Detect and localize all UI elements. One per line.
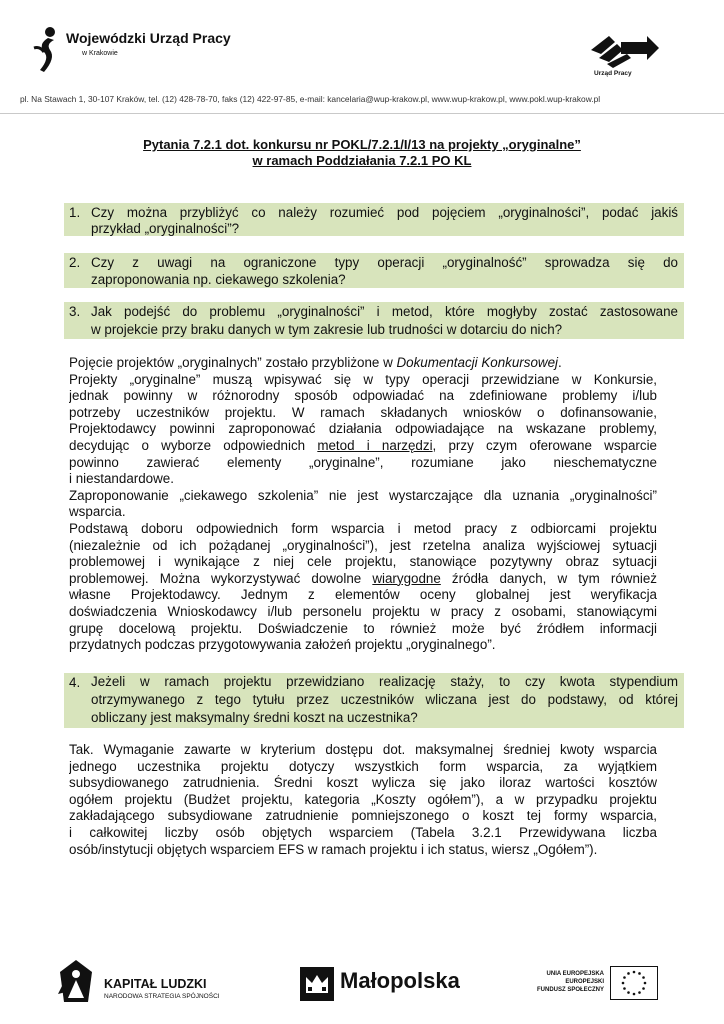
urzad-pracy-label: Urząd Pracy — [594, 70, 632, 77]
eu-star-icon — [622, 982, 625, 985]
answer-line: Projektodawcy powinni zaproponować działania odpowiadające na wskazane problemy, — [69, 421, 657, 437]
answer-line: przydatnych podczas przygotowywania założeń projektu „oryginalnego”. — [69, 637, 496, 653]
eu-flag-icon — [610, 966, 658, 1000]
answer-text: , przy czym oferowane wsparcie — [432, 437, 657, 453]
answer-line: doświadczenia Wnioskodawcy i/lub personelu projektu w pracy z osobami, stanowiącymi — [69, 603, 657, 619]
answer-line: wsparcia. — [69, 504, 126, 520]
answer-line: subsydiowanego zatrudnienia. Średni koszt wylicza się jako iloraz wartości kosztów — [69, 775, 657, 791]
answer-2 — [69, 742, 657, 858]
wup-logo-icon — [30, 26, 64, 74]
answer-line: grupę docelową projektu. Doświadczenie to również może być źródłem informacji — [69, 620, 657, 636]
question-4 — [64, 673, 684, 728]
answer-line: ogółem projektu (Budżet projektu, kategoria „Koszty ogółem”), a w przypadku projektu — [69, 791, 657, 807]
answer-line — [69, 571, 657, 588]
answer-text: problemowej. Można wykorzystywać dowolne — [69, 570, 373, 586]
kapital-ludzki-title: KAPITAŁ LUDZKI — [104, 977, 207, 991]
eu-star-icon — [633, 993, 636, 996]
eu-star-icon — [642, 987, 645, 990]
eu-star-icon — [644, 982, 647, 985]
question-text-line: otrzymywanego z tego tytułu przez uczestników wliczana jest do podstawy, od której — [91, 692, 678, 707]
answer-line: powinno zawierać elementy „oryginalne”, rozumiane jako nieschematyczne — [69, 454, 657, 470]
question-text-line: Jak podejść do problemu „oryginalności” i metod, które mogłyby zostać zastosowane — [91, 304, 678, 319]
eu-star-icon — [638, 972, 641, 975]
eu-line-2: EUROPEJSKI — [565, 979, 604, 985]
answer-line: osób/instytucji objętych wsparciem EFS w ramach projektu i ich status, wiersz „Ogółem”). — [69, 841, 598, 857]
address-line: pl. Na Stawach 1, 30-107 Kraków, tel. (12) 428-78-70, faks (12) 422-97-85, e-mail: kancelaria@wup-krakow.pl, www.wup-krakow.pl, www.pokl.wup-krakow.pl — [20, 94, 601, 104]
urzad-pracy-logo-icon — [587, 32, 661, 68]
answer-line: (niezależnie od ich pożądanej „oryginalności”), jest rzetelna analiza wyjściowej sytuacji — [69, 537, 657, 553]
title-line-1: Pytania 7.2.1 dot. konkursu nr POKL/7.2.1/I/13 na projekty „oryginalne” — [143, 137, 581, 152]
answer-line: własne Projektodawcy. Jednym z elementów oceny globalnej jest weryfikacja — [69, 587, 657, 603]
eu-star-icon — [627, 991, 630, 994]
document-title — [60, 137, 664, 169]
eu-star-icon — [623, 976, 626, 979]
answer-line: jednak powinny w różnorodny sposób odpowiadać na zdefiniowane problemy i/lub — [69, 388, 657, 404]
eu-line-1: UNIA EUROPEJSKA — [546, 971, 604, 977]
malopolska-name: Małopolska — [340, 968, 460, 993]
question-text-line: Jeżeli w ramach projektu przewidziano realizację staży, to czy kwota stypendium — [91, 674, 678, 689]
question-number: 2. — [69, 255, 81, 270]
kapital-ludzki-subtitle: NARODOWA STRATEGIA SPÓJNOŚCI — [104, 993, 220, 1000]
kapital-ludzki-logo-icon — [56, 958, 96, 1004]
answer-line: zakładającego subsydiowane zatrudnienie pomniejszonego o koszt tej formy wsparcia, — [69, 808, 657, 824]
answer-text: decydując o wyborze odpowiednich — [69, 437, 318, 453]
answer-line — [69, 355, 657, 372]
question-1 — [64, 203, 684, 236]
eu-star-icon — [638, 991, 641, 994]
answer-line: Projekty „oryginalne” muszą wpisywać się w typy operacji przewidziane w Konkursie, — [69, 371, 657, 387]
answer-line: Podstawą doboru odpowiednich form wsparcia i metod pracy z odbiorcami projektu — [69, 520, 657, 536]
answer-line: potrzeby uczestników projektu. W ramach składanych wniosków o dofinansowanie, — [69, 404, 657, 420]
answer-line: i całkowitej liczby osób objętych wsparciem (Tabela 3.2.1 Przewidywana liczba — [69, 824, 657, 840]
eu-star-icon — [642, 976, 645, 979]
eu-line-3: FUNDUSZ SPOŁECZNY — [536, 987, 604, 993]
question-number: 4. — [69, 675, 81, 690]
answer-line: Zaproponowanie „ciekawego szkolenia” nie jest wystarczające dla uznania „oryginalności” — [69, 487, 657, 503]
question-text-line: w projekcie przy braku danych w tym zakresie lub trudności w dotarciu do nich? — [91, 322, 563, 337]
question-2 — [64, 253, 684, 288]
eu-star-icon — [627, 972, 630, 975]
eu-star-icon — [633, 971, 636, 974]
answer-1 — [69, 355, 657, 654]
underlined-text: wiarygodne — [372, 570, 441, 586]
answer-line: problemowej i wynikające z niej cele projektu, stanowiące pozytywny obraz sytuacji — [69, 554, 657, 570]
header-divider — [0, 113, 724, 114]
question-text-line: obliczany jest maksymalny średni koszt na uczestnika? — [91, 710, 418, 725]
eu-text — [520, 970, 604, 994]
title-line-2: w ramach Poddziałania 7.2.1 PO KL — [252, 153, 472, 168]
malopolska-logo-icon — [300, 967, 334, 1001]
question-text-line: Czy z uwagi na ograniczone typy operacji „oryginalność” sprowadza się do — [91, 255, 678, 270]
question-text-line: Czy można przybliżyć co należy rozumieć pod pojęciem „oryginalności”, podać jakiś — [91, 205, 678, 220]
answer-text: . — [558, 355, 562, 370]
answer-line — [69, 438, 657, 455]
answer-line: i niestandardowe. — [69, 471, 174, 487]
answer-line: jednego uczestnika projektu dotyczy wszystkich form wsparcia, za wyjątkiem — [69, 758, 657, 774]
organization-name: Wojewódzki Urząd Pracy — [66, 30, 231, 46]
answer-text: Pojęcie projektów „oryginalnych” zostało przybliżone w — [69, 355, 397, 370]
question-number: 1. — [69, 205, 81, 220]
question-3 — [64, 302, 684, 339]
organization-city: w Krakowie — [82, 50, 118, 57]
question-number: 3. — [69, 304, 81, 319]
answer-line: Tak. Wymaganie zawarte w kryterium dostępu dot. maksymalnej średniej kwoty wsparcia — [69, 742, 657, 757]
document-reference: Dokumentacji Konkursowej — [396, 355, 558, 370]
answer-text: źródła danych, w tym również — [440, 570, 657, 586]
eu-star-icon — [623, 987, 626, 990]
underlined-text: metod i narzędzi — [317, 437, 433, 453]
question-text-line: przykład „oryginalności”? — [91, 221, 240, 236]
question-text-line: zaproponowania np. ciekawego szkolenia? — [91, 272, 346, 287]
